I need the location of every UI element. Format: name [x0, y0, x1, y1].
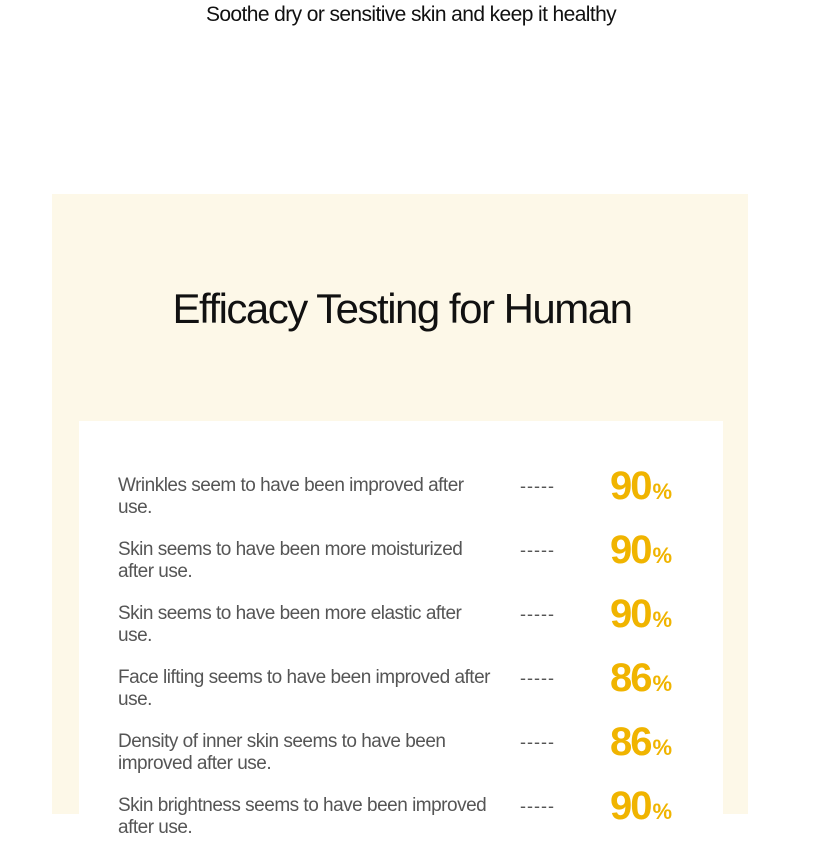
- percent-sign: %: [652, 799, 673, 824]
- result-row: [118, 656, 708, 727]
- result-value: 86: [610, 656, 651, 700]
- percent-sign: %: [652, 735, 673, 760]
- result-label: Skin brightness seems to have been improved after use.: [118, 795, 487, 838]
- result-label: Skin seems to have been more moisturized after use.: [118, 539, 463, 582]
- percent-sign: %: [652, 479, 673, 504]
- dash-separator: -----: [520, 476, 555, 496]
- dash-separator: -----: [520, 668, 555, 688]
- dash-separator: -----: [520, 604, 555, 624]
- result-percentage: [610, 784, 672, 829]
- percent-sign: %: [652, 671, 673, 696]
- percent-sign: %: [652, 607, 673, 632]
- dash-separator: -----: [520, 732, 555, 752]
- result-value: 90: [610, 592, 651, 636]
- dash-separator: -----: [520, 796, 555, 816]
- result-percentage: [610, 720, 672, 765]
- result-percentage: [610, 592, 672, 637]
- result-row: [118, 528, 708, 599]
- section-title: Efficacy Testing for Human: [172, 285, 632, 332]
- result-row: [118, 592, 708, 663]
- result-percentage: [610, 656, 672, 701]
- percent-sign: %: [652, 543, 673, 568]
- result-value: 90: [610, 528, 651, 572]
- page-subtitle: Soothe dry or sensitive skin and keep it healthy: [205, 3, 617, 26]
- result-label: Density of inner skin seems to have been improved after use.: [118, 731, 446, 774]
- result-row: [118, 784, 708, 855]
- result-row: [118, 720, 708, 791]
- result-label: Skin seems to have been more elastic after use.: [118, 603, 462, 646]
- result-label: Wrinkles seem to have been improved after use.: [118, 475, 464, 518]
- result-row: [118, 464, 708, 535]
- result-percentage: [610, 464, 672, 509]
- dash-separator: -----: [520, 540, 555, 560]
- result-value: 90: [610, 464, 651, 508]
- result-percentage: [610, 528, 672, 573]
- result-value: 90: [610, 784, 651, 828]
- result-value: 86: [610, 720, 651, 764]
- result-label: Face lifting seems to have been improved after use.: [118, 667, 490, 710]
